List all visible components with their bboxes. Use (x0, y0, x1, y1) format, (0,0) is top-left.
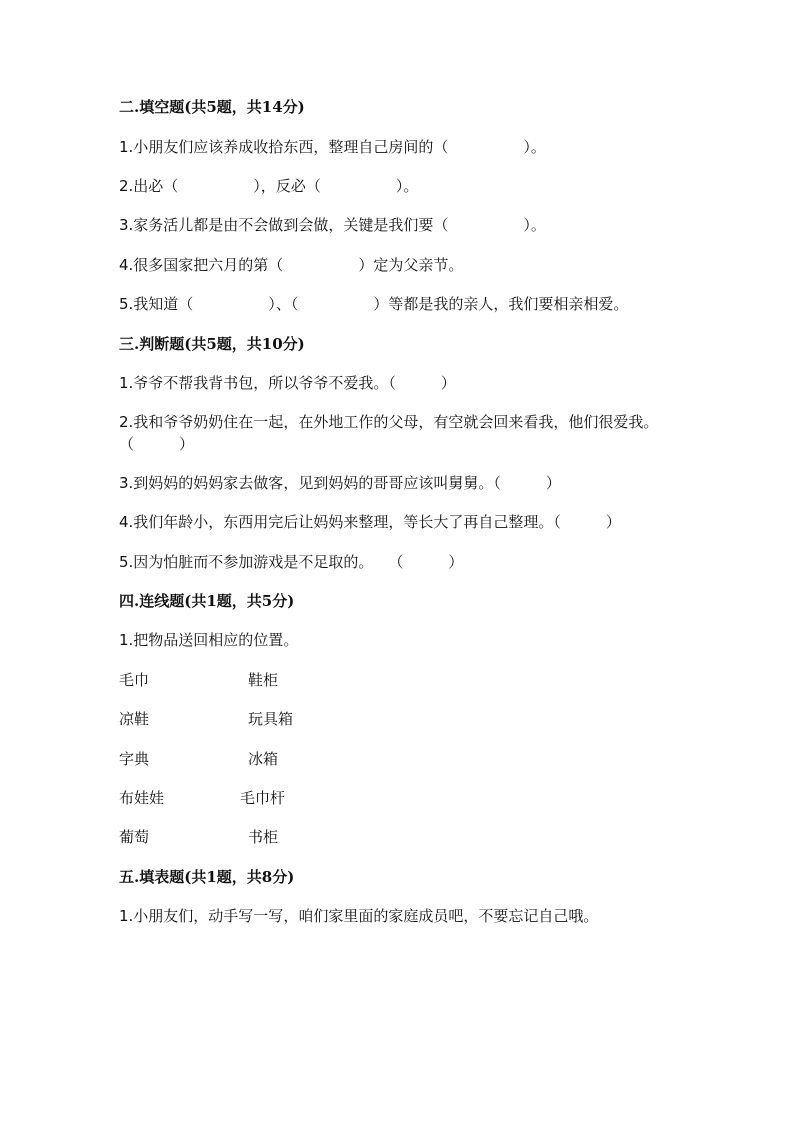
matching-left-item: 凉鞋 (119, 710, 150, 728)
true-false-question-5: 5.因为怕脏而不参加游戏是不足取的。 （ ） (119, 553, 464, 571)
matching-right-item: 玩具箱 (248, 710, 294, 728)
matching-right-item: 鞋柜 (248, 671, 279, 689)
true-false-question-3: 3.到妈妈的妈妈家去做客，见到妈妈的哥哥应该叫舅舅。（ ） (119, 474, 561, 492)
true-false-question-4: 4.我们年龄小，东西用完后让妈妈来整理，等长大了再自己整理。（ ） (119, 513, 621, 531)
matching-left-item: 布娃娃 (119, 789, 165, 807)
matching-left-item: 字典 (119, 750, 150, 768)
matching-left-item: 葡萄 (119, 828, 150, 846)
matching-left-item: 毛巾 (119, 671, 150, 689)
fill-blank-question-4: 4.很多国家把六月的第（ ）定为父亲节。 (119, 256, 464, 274)
section-heading-table-fill: 五.填表题(共1题，共8分) (119, 868, 295, 886)
fill-blank-question-2: 2.出必（ ），反必（ ）。 (119, 177, 419, 195)
true-false-question-2: 2.我和爷爷奶奶住在一起，在外地工作的父母，有空就会回来看我，他们很爱我。（ ） (119, 413, 659, 453)
table-fill-question: 1.小朋友们，动手写一写，咱们家里面的家庭成员吧，不要忘记自己哦。 (119, 907, 599, 925)
matching-right-item: 书柜 (248, 828, 279, 846)
fill-blank-question-1: 1.小朋友们应该养成收拾东西，整理自己房间的（ ）。 (119, 138, 546, 156)
fill-blank-question-5: 5.我知道（ ）、（ ）等都是我的亲人，我们要相亲相爱。 (119, 295, 629, 313)
true-false-question-1: 1.爷爷不帮我背书包，所以爷爷不爱我。（ ） (119, 374, 456, 392)
fill-blank-question-3: 3.家务活儿都是由不会做到会做，关键是我们要（ ）。 (119, 216, 546, 234)
matching-right-item: 毛巾杆 (240, 789, 286, 807)
section-heading-matching: 四.连线题(共1题，共5分) (119, 592, 295, 610)
section-heading-true-false: 三.判断题(共5题，共10分) (119, 335, 305, 353)
matching-question: 1.把物品送回相应的位置。 (119, 631, 299, 649)
section-heading-fill-blank: 二.填空题(共5题，共14分) (119, 98, 305, 116)
matching-right-item: 冰箱 (248, 750, 279, 768)
